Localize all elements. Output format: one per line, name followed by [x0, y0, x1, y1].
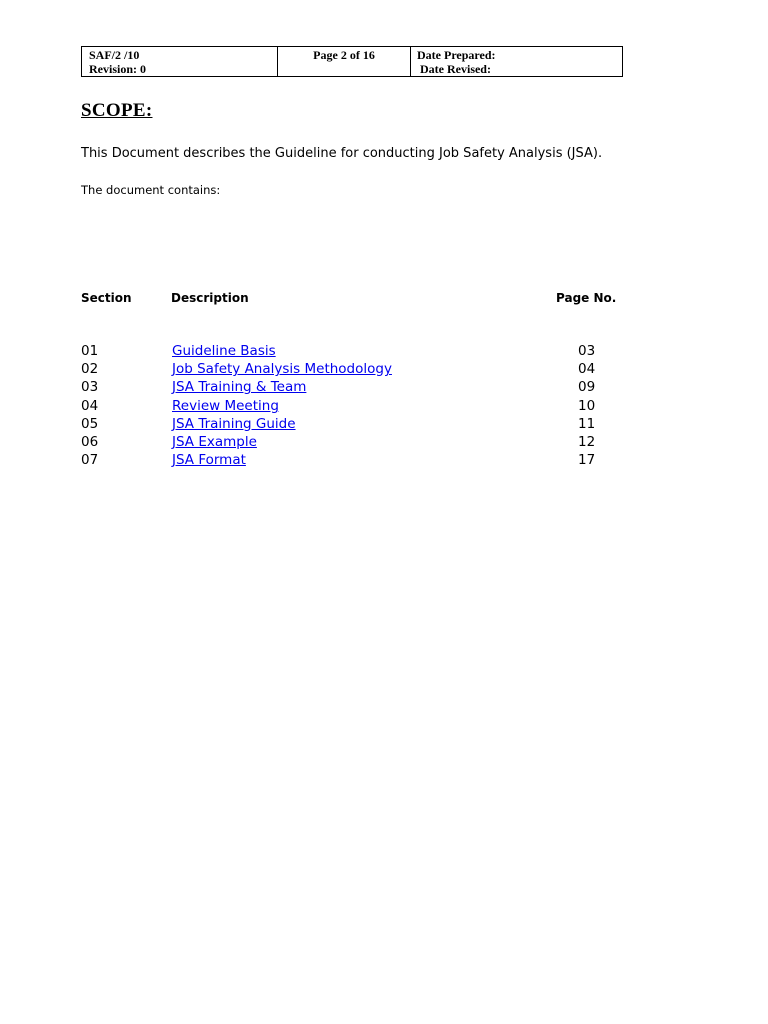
toc-section-number: 01: [81, 343, 99, 359]
revision-label: Revision: 0: [89, 62, 146, 76]
table-row: [81, 342, 621, 360]
header-page-cell: [278, 47, 411, 76]
toc-header-section: Section: [81, 291, 132, 305]
document-header-table: [81, 46, 623, 77]
toc-section-number: 05: [81, 415, 99, 432]
date-prepared-label: Date Prepared:: [417, 48, 496, 62]
scope-intro-text: This Document describes the Guideline for conducting Job Safety Analysis (JSA).: [81, 146, 603, 161]
toc-header-page-no: Page No.: [556, 291, 617, 305]
toc-link-jsa-methodology[interactable]: Job Safety Analysis Methodology: [172, 361, 392, 378]
toc-page-number: 11: [578, 415, 596, 432]
toc-link-jsa-training-guide[interactable]: JSA Training Guide: [172, 415, 296, 432]
toc-section-number: 07: [81, 452, 99, 469]
table-row: [81, 415, 621, 433]
page-indicator: Page 2 of 16: [313, 48, 375, 62]
scope-heading: SCOPE:: [81, 100, 153, 121]
toc-link-jsa-example[interactable]: JSA Example: [172, 433, 257, 450]
toc-page-number: 09: [578, 379, 596, 396]
toc-link-guideline-basis[interactable]: Guideline Basis: [172, 343, 276, 359]
toc-page-number: 12: [578, 433, 596, 450]
toc-page-number: 04: [578, 361, 596, 378]
table-row: [81, 378, 621, 396]
date-revised-label: Date Revised:: [420, 62, 491, 76]
header-doc-cell: [82, 47, 278, 76]
table-row: [81, 433, 621, 451]
toc-link-review-meeting[interactable]: Review Meeting: [172, 397, 279, 414]
toc-page-number: 03: [578, 343, 596, 359]
toc-section-number: 03: [81, 379, 99, 396]
toc-section-number: 06: [81, 433, 99, 450]
toc-page-number: 10: [578, 397, 596, 414]
toc-page-number: 17: [578, 452, 596, 469]
toc-header-description: Description: [171, 291, 249, 305]
header-date-cell: [411, 47, 622, 76]
toc-section-number: 04: [81, 397, 99, 414]
table-row: [81, 397, 621, 415]
toc-section-number: 02: [81, 361, 99, 378]
toc-link-jsa-format[interactable]: JSA Format: [172, 452, 246, 469]
document-contains-text: The document contains:: [81, 183, 221, 197]
table-of-contents: [81, 342, 621, 469]
table-row: [81, 451, 621, 469]
table-row: [81, 360, 621, 378]
toc-link-jsa-training-team[interactable]: JSA Training & Team: [172, 379, 307, 396]
doc-code: SAF/2 /10: [89, 48, 140, 62]
